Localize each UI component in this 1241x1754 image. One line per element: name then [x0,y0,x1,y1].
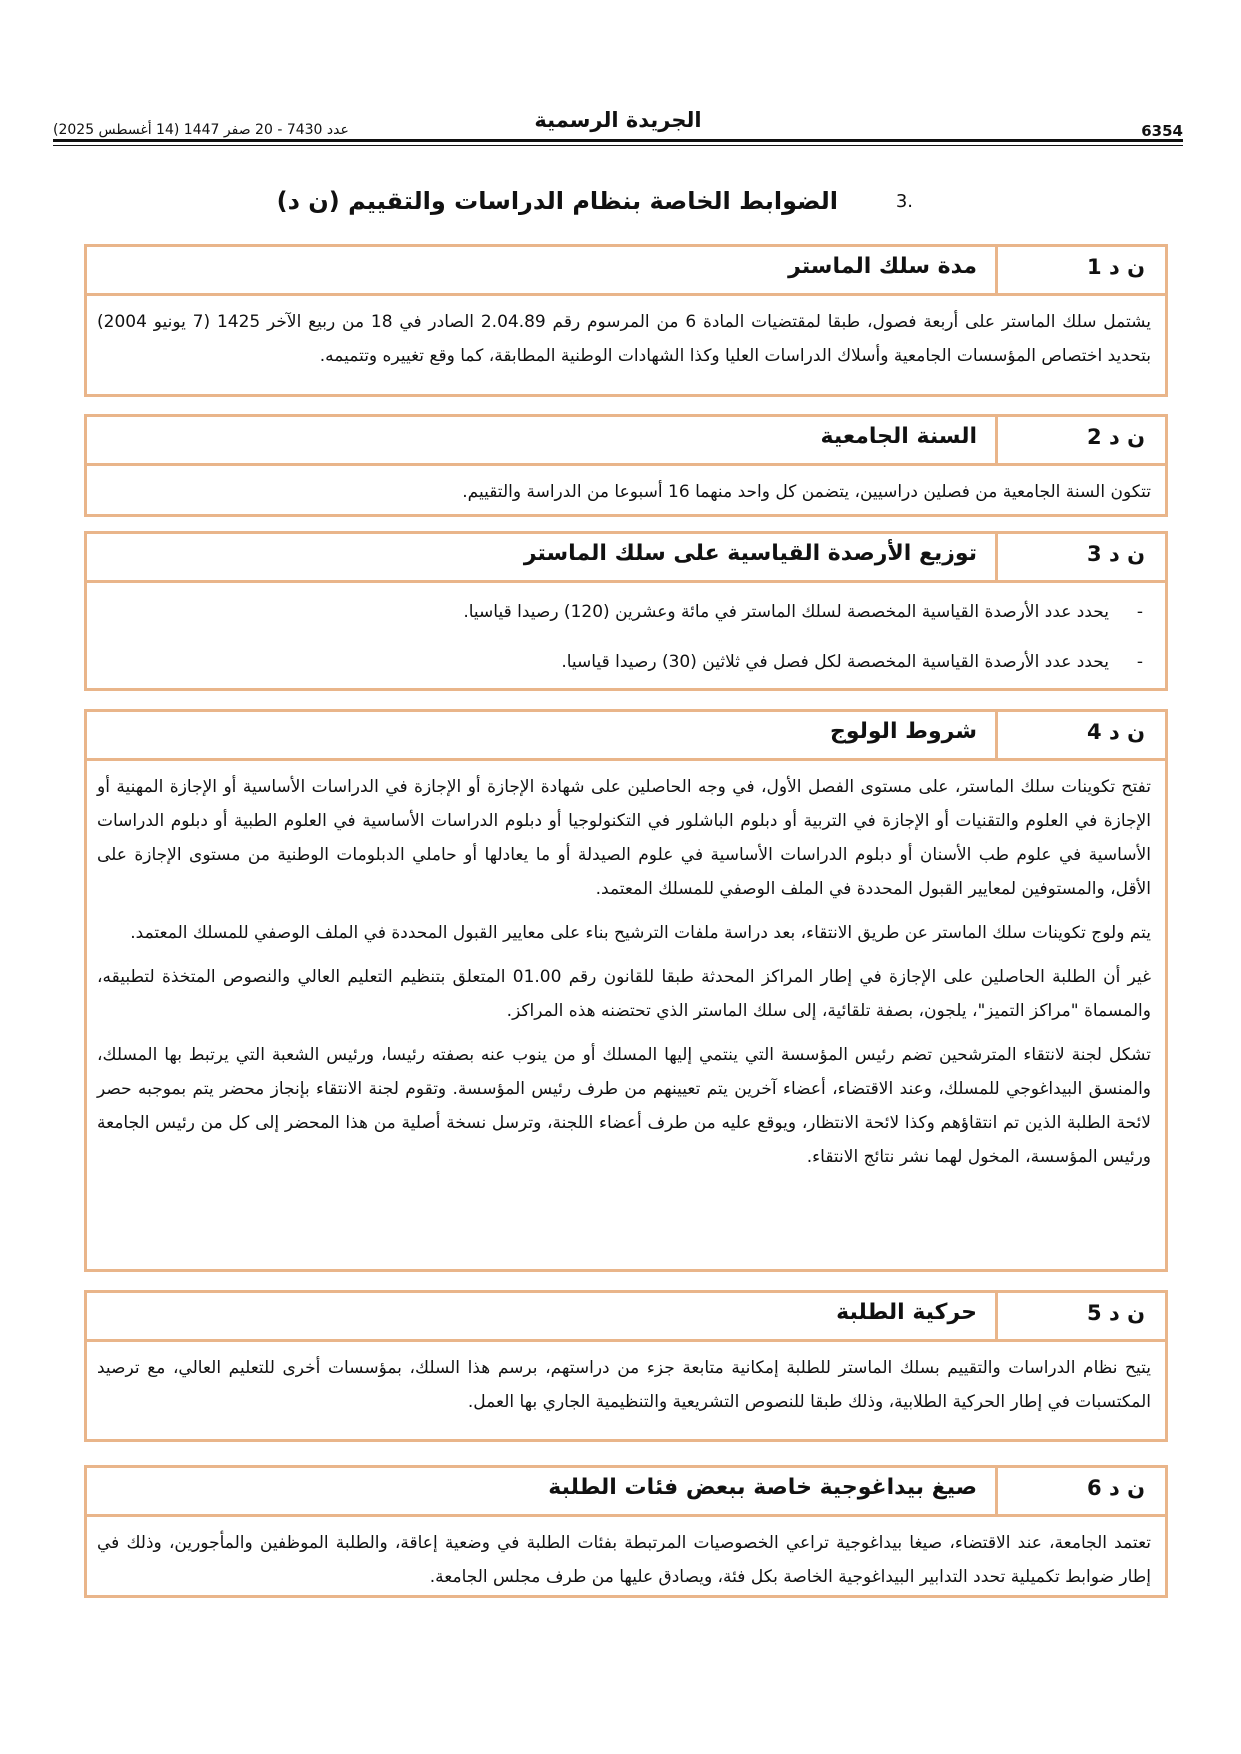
rule-list [97,595,1151,679]
rule-box-nd1 [84,244,1168,397]
rule-paragraph: تفتح تكوينات سلك الماستر، على مستوى الفصل الأول، في وجه الحاصلين على شهادة الإجازة أو الإجازة في الدراسات الأساسية أو الإجازة المهنية أو الإجازة في العلوم والتقنيات أو الإجازة في التربية أو دبلوم الباشلور في التكنولوجيا أو دبلوم الدراسات الأساسية في العلوم الطبية أو دبلوم الدراسات الأساسية في علوم طب الأسنان أو دبلوم الدراسات الأساسية في علوم الصيدلة أو ما يعادلها أو حاملي الدبلومات الوطنية من مستوى الإجازة على الأقل، والمستوفين لمعايير القبول المحددة في الملف الوصفي للمسلك المعتمد. [97,777,1151,899]
rule-code: ن د 4 [995,712,1165,758]
rule-paragraph: يتم ولوج تكوينات سلك الماستر عن طريق الانتقاء، بعد دراسة ملفات الترشيح بناء على معايير القبول المحددة في الملف الوصفي للمسلك المعتمد. [130,923,1151,943]
header-rule-thin [53,145,1183,146]
rule-paragraph: يشتمل سلك الماستر على أربعة فصول، طبقا لمقتضيات المادة 6 من المرسوم رقم 2.04.89 الصادر في 18 من ربيع الآخر 1425 (7 يونيو 2004) بتحديد اختصاص المؤسسات الجامعية وأسلاك الدراسات العليا وكذا الشهادات الوطنية المطابقة، كما وقع تغييره وتتميمه. [97,312,1151,366]
rule-box-header [87,534,1165,583]
rule-title: توزيع الأرصدة القياسية على سلك الماستر [523,541,977,566]
rule-title: حركية الطلبة [836,1300,977,1325]
rule-box-nd2 [84,414,1168,517]
rule-box-nd6 [84,1465,1168,1598]
section-number: 3. [895,191,913,212]
rule-box-header [87,1293,1165,1342]
rule-code: ن د 2 [995,417,1165,463]
rule-paragraph: تشكل لجنة لانتقاء المترشحين تضم رئيس المؤسسة التي ينتمي إليها المسلك أو من ينوب عنه بصفته رئيسا، ورئيس الشعبة التي يرتبط بها المسلك، والمنسق البيداغوجي للمسلك، وعند الاقتضاء، أعضاء آخرين يتم تعيينهم من طرف رئيس المؤسسة. وتقوم لجنة الانتقاء بإنجاز محضر يتم بموجبه حصر لائحة الطلبة الذين تم انتقاؤهم وكذا لائحة الانتظار، ويوقع عليه من طرف أعضاء اللجنة، وترسل نسخة أصلية من هذا المحضر إلى كل من رئيس الجامعة ورئيس المؤسسة، المخول لهما نشر نتائج الانتقاء. [97,1045,1151,1167]
rule-title: السنة الجامعية [820,424,977,449]
rule-body [87,296,1165,383]
list-item: - يحدد عدد الأرصدة القياسية المخصصة لسلك الماستر في مائة وعشرين (120) رصيدا قياسيا. [97,595,1143,629]
rule-body [87,583,1165,689]
page-header [53,108,1183,142]
rule-box-header [87,712,1165,761]
rule-code: ن د 6 [995,1468,1165,1514]
list-item: - يحدد عدد الأرصدة القياسية المخصصة لكل فصل في ثلاثين (30) رصيدا قياسيا. [97,645,1143,679]
rule-title: مدة سلك الماستر [788,254,977,279]
rule-code: ن د 1 [995,247,1165,293]
rule-box-header [87,417,1165,466]
rule-body [87,1342,1165,1429]
header-rule-thick [53,139,1183,142]
rule-body [87,466,1165,519]
rule-title: صيغ بيداغوجية خاصة ببعض فئات الطلبة [548,1475,977,1500]
rule-box-nd5 [84,1290,1168,1442]
rule-code: ن د 5 [995,1293,1165,1339]
rule-paragraph: يتيح نظام الدراسات والتقييم بسلك الماستر للطلبة إمكانية متابعة جزء من دراستهم، برسم هذا السلك، بمؤسسات أخرى للتعليم العالي، مع ترصيد المكتسبات في إطار الحركية الطلابية، وذلك طبقا للنصوص التشريعية والتنظيمية الجاري بها العمل. [97,1358,1151,1412]
rule-title: شروط الولوج [829,719,977,744]
rule-body [87,761,1165,1184]
rule-paragraph: تتكون السنة الجامعية من فصلين دراسيين، يتضمن كل واحد منهما 16 أسبوعا من الدراسة والتقييم. [462,482,1151,502]
rule-paragraph: تعتمد الجامعة، عند الاقتضاء، صيغا بيداغوجية تراعي الخصوصيات المرتبطة بفئات الطلبة في وضعية إعاقة، والطلبة الموظفين والمأجورين، وذلك في إطار ضوابط تكميلية تحدد التدابير البيداغوجية الخاصة بكل فئة، ويصادق عليها من طرف مجلس الجامعة. [97,1533,1151,1587]
rule-paragraph: غير أن الطلبة الحاصلين على الإجازة في إطار المراكز المحدثة طبقا للقانون رقم 01.00 المتعلق بتنظيم التعليم العالي والنصوص المتخذة لتطبيقه، والمسماة "مراكز التميز"، يلجون، بصفة تلقائية، إلى سلك الماستر الذي تحتضنه هذه المراكز. [97,967,1151,1021]
rule-box-nd3 [84,531,1168,691]
section-heading [53,187,1183,221]
gazette-title: الجريدة الرسمية [534,108,702,132]
issue-info: عدد 7430 - 20 صفر 1447 (14 أغسطس 2025) [53,122,349,138]
rule-box-header [87,247,1165,296]
rule-box-header [87,1468,1165,1517]
rule-body [87,1517,1165,1604]
page-number: 6354 [1141,122,1183,140]
section-title: الضوابط الخاصة بنظام الدراسات والتقييم (ن د) [276,187,838,215]
rule-box-nd4 [84,709,1168,1272]
rule-code: ن د 3 [995,534,1165,580]
